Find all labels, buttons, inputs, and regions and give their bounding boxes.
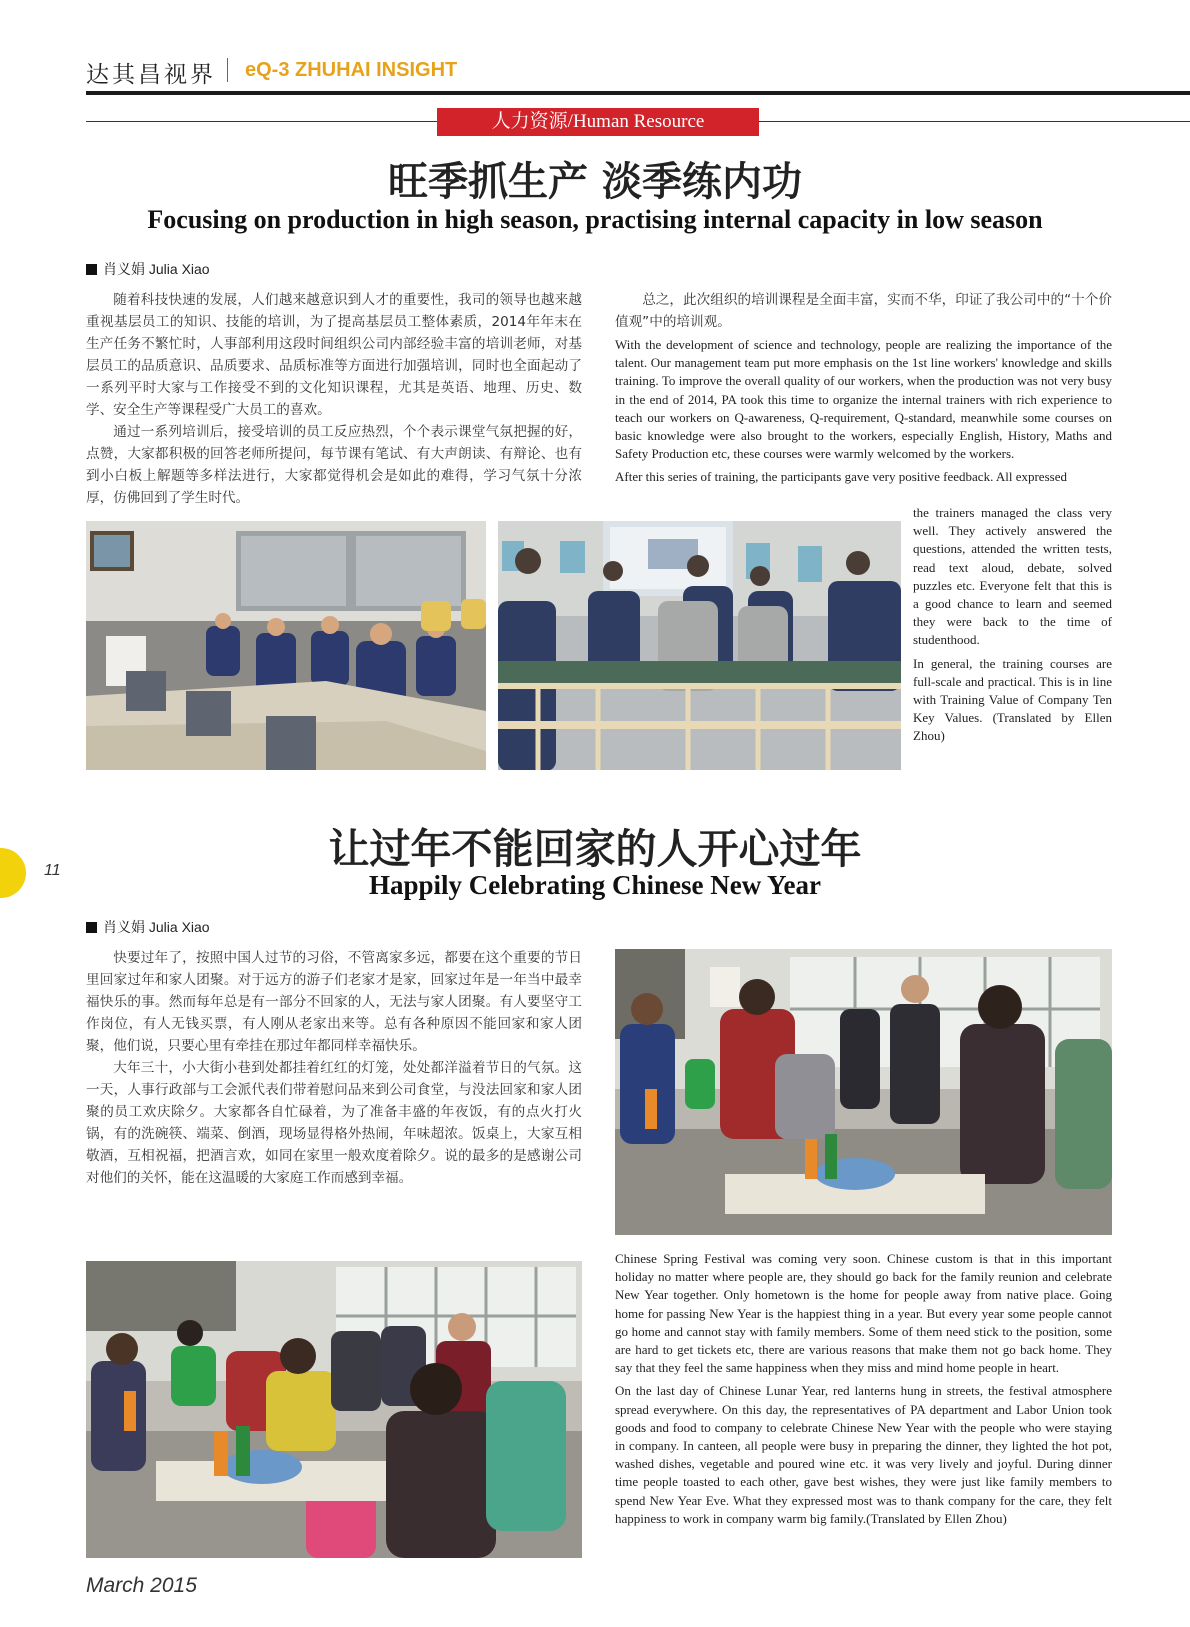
article2-en-paragraph: Chinese Spring Festival was coming very soon. Chinese custom is that in this important holiday no matter where people are, they should go back for the family reunion and celebrate New Year together. Only hometown is the home for people away from native place. Going home for passing New Year is the happiest thing in a year. But every year some people cannot go home and cannot stay with family members. Some of them need stick to the position, some are hard to get tickets etc, there are various reasons that make them not go back home. They say that they feel the same happiness when they miss and mind home people in heart.: [615, 1251, 1112, 1376]
header-rule: [86, 91, 1190, 95]
article1-en-paragraph: In general, the training courses are full-scale and practical. This is in line with Training Value of Company Ten Key Values. (Translated by Ellen Zhou): [913, 655, 1112, 744]
bullet-square-icon: [86, 264, 97, 275]
article2-author: 肖义娟 Julia Xiao: [103, 919, 210, 935]
article2-cn-paragraph: 大年三十，小大街小巷到处都挂着红红的灯笼，处处都洋溢着节日的气氛。这一天，人事行政部与工会派代表们带着慰问品来到公司食堂，与没法回家和家人团聚的员工欢庆除夕。大家都各自忙碌着，为了准备丰盛的年夜饭，有的点火打火锅，有的洗碗筷、端菜、倒酒，现场显得格外热闹，年味超浓。饭桌上，大家互相敬酒，互相祝福，把酒言欢，如同在家里一般欢度着除夕。说的最多的是感谢公司对他们的关怀，能在这温暖的大家庭工作而感到幸福。: [86, 1060, 582, 1186]
bullet-square-icon: [86, 922, 97, 933]
brand-name-en: eQ-3 ZHUHAI INSIGHT: [245, 59, 458, 81]
article1-en-paragraph: With the development of science and technology, people are realizing the importance of the talent. Our management team put more emphasis on the 1st line workers' knowledge and skills training. To improve the overall quality of our workers, when the production was not very busy in the end of 2014, PA took this time to organize the internal trainers with rich experience to teach our workers on Q-awareness, Q-requirement, Q-standard, meanwhile some courses on basic knowledge were also brought to the workers, especially English, History, Maths and Safety Production etc, these courses were warmly welcomed by the workers.: [615, 337, 1112, 462]
article1-en-wrap: [913, 504, 1112, 751]
new-year-dinner-photo-2: [86, 1261, 582, 1558]
article1-byline: [86, 259, 210, 279]
classroom-photo-2: [498, 521, 901, 770]
article1-en-paragraph: After this series of training, the participants gave very positive feedback. All expressed: [615, 469, 1067, 485]
article2-byline: [86, 917, 210, 937]
article1-title-en: Focusing on production in high season, practising internal capacity in low season: [147, 205, 1043, 234]
section-tag: 人力资源/Human Resource: [437, 108, 759, 136]
article1-author: 肖义娟 Julia Xiao: [103, 261, 210, 277]
article1-cn-paragraph: 随着科技快速的发展，人们越来越意识到人才的重要性，我司的领导也越来越重视基层员工的知识、技能的培训，为了提高基层员工整体素质，2014年年末在生产任务不繁忙时，人事部利用这段时间组织公司内部经验丰富的培训老师，对基层员工的品质意识、品质要求、品质标准等方面进行加强培训，同时也全面起动了一系列平时大家与工作接受不到的文化知识课程，尤其是英语、地理、历史、数学、安全生产等课程受广大员工的喜欢。: [86, 292, 582, 418]
article2-en-paragraph: On the last day of Chinese Lunar Year, red lanterns hung in streets, the festival atmosphere spread everywhere. On this day, the representatives of PA department and Labor Union took goods and food to company to celebrate Chinese New Year with the people who were staying in company. In canteen, all people were busy in preparing the dinner, they lighted the hot pot, washed dishes, vegetable and poured wine etc. it was very lively and joyful. During dinner time people toasted to each other, gave best wishes, they were just like family members to spend New Year Eve. What they expressed most was to thank company for the care, they felt happiness to work in company warm big family.(Translated by Ellen Zhou): [615, 1383, 1112, 1526]
article1-cn-paragraph: 总之，此次组织的培训课程是全面丰富，实而不华，印证了我公司中的“十个价值观”中的培训观。: [615, 292, 1112, 330]
brand-name-cn: 达其昌视界: [86, 62, 216, 88]
article1-en-column: [615, 336, 1112, 487]
article1-cn-paragraph: 通过一系列培训后，接受培训的员工反应热烈，个个表示课堂气氛把握的好，点赞，大家都积极的回答老师所提问，每节课有笔试、有大声朗读、有辩论、也有到小白板上解题等多样法进行，大家都觉得机会是如此的难得，学习气氛十分浓厚，仿佛回到了学生时代。: [86, 424, 582, 506]
new-year-dinner-photo-1: [615, 949, 1112, 1235]
classroom-photo-1: [86, 521, 486, 770]
article1-cn-column: [86, 289, 582, 509]
article2-cn-column: [86, 947, 582, 1189]
article1-cn-summary: [615, 289, 1112, 333]
article2-title-en: Happily Celebrating Chinese New Year: [369, 870, 821, 900]
article1-en-paragraph: the trainers managed the class very well. They actively answered the questions, attended the written tests, read text aloud, debate, solved puzzles etc. Everyone felt that this is a good chance to learn and seemed they were back to the time of studenthood.: [913, 505, 1112, 648]
issue-date: March 2015: [86, 1574, 197, 1597]
brand-divider: [227, 58, 228, 82]
article2-cn-paragraph: 快要过年了，按照中国人过节的习俗，不管离家多远，都要在这个重要的节日里回家过年和家人团聚。对于远方的游子们老家才是家，回家过年是一年当中最幸福快乐的事。然而每年总是有一部分不回家的人，无法与家人团聚。有人要坚守工作岗位，有人无钱买票，有人刚从老家出来等。总有各种原因不能回家和家人团聚，他们说，只要心里有牵挂在那过年都同样幸福快乐。: [86, 950, 582, 1054]
article1-title-cn: 旺季抓生产 淡季练内功: [388, 158, 802, 205]
page-number: 11: [44, 862, 61, 879]
article2-en-column: [615, 1250, 1112, 1533]
article2-title-cn: 让过年不能回家的人开心过年: [328, 825, 862, 873]
